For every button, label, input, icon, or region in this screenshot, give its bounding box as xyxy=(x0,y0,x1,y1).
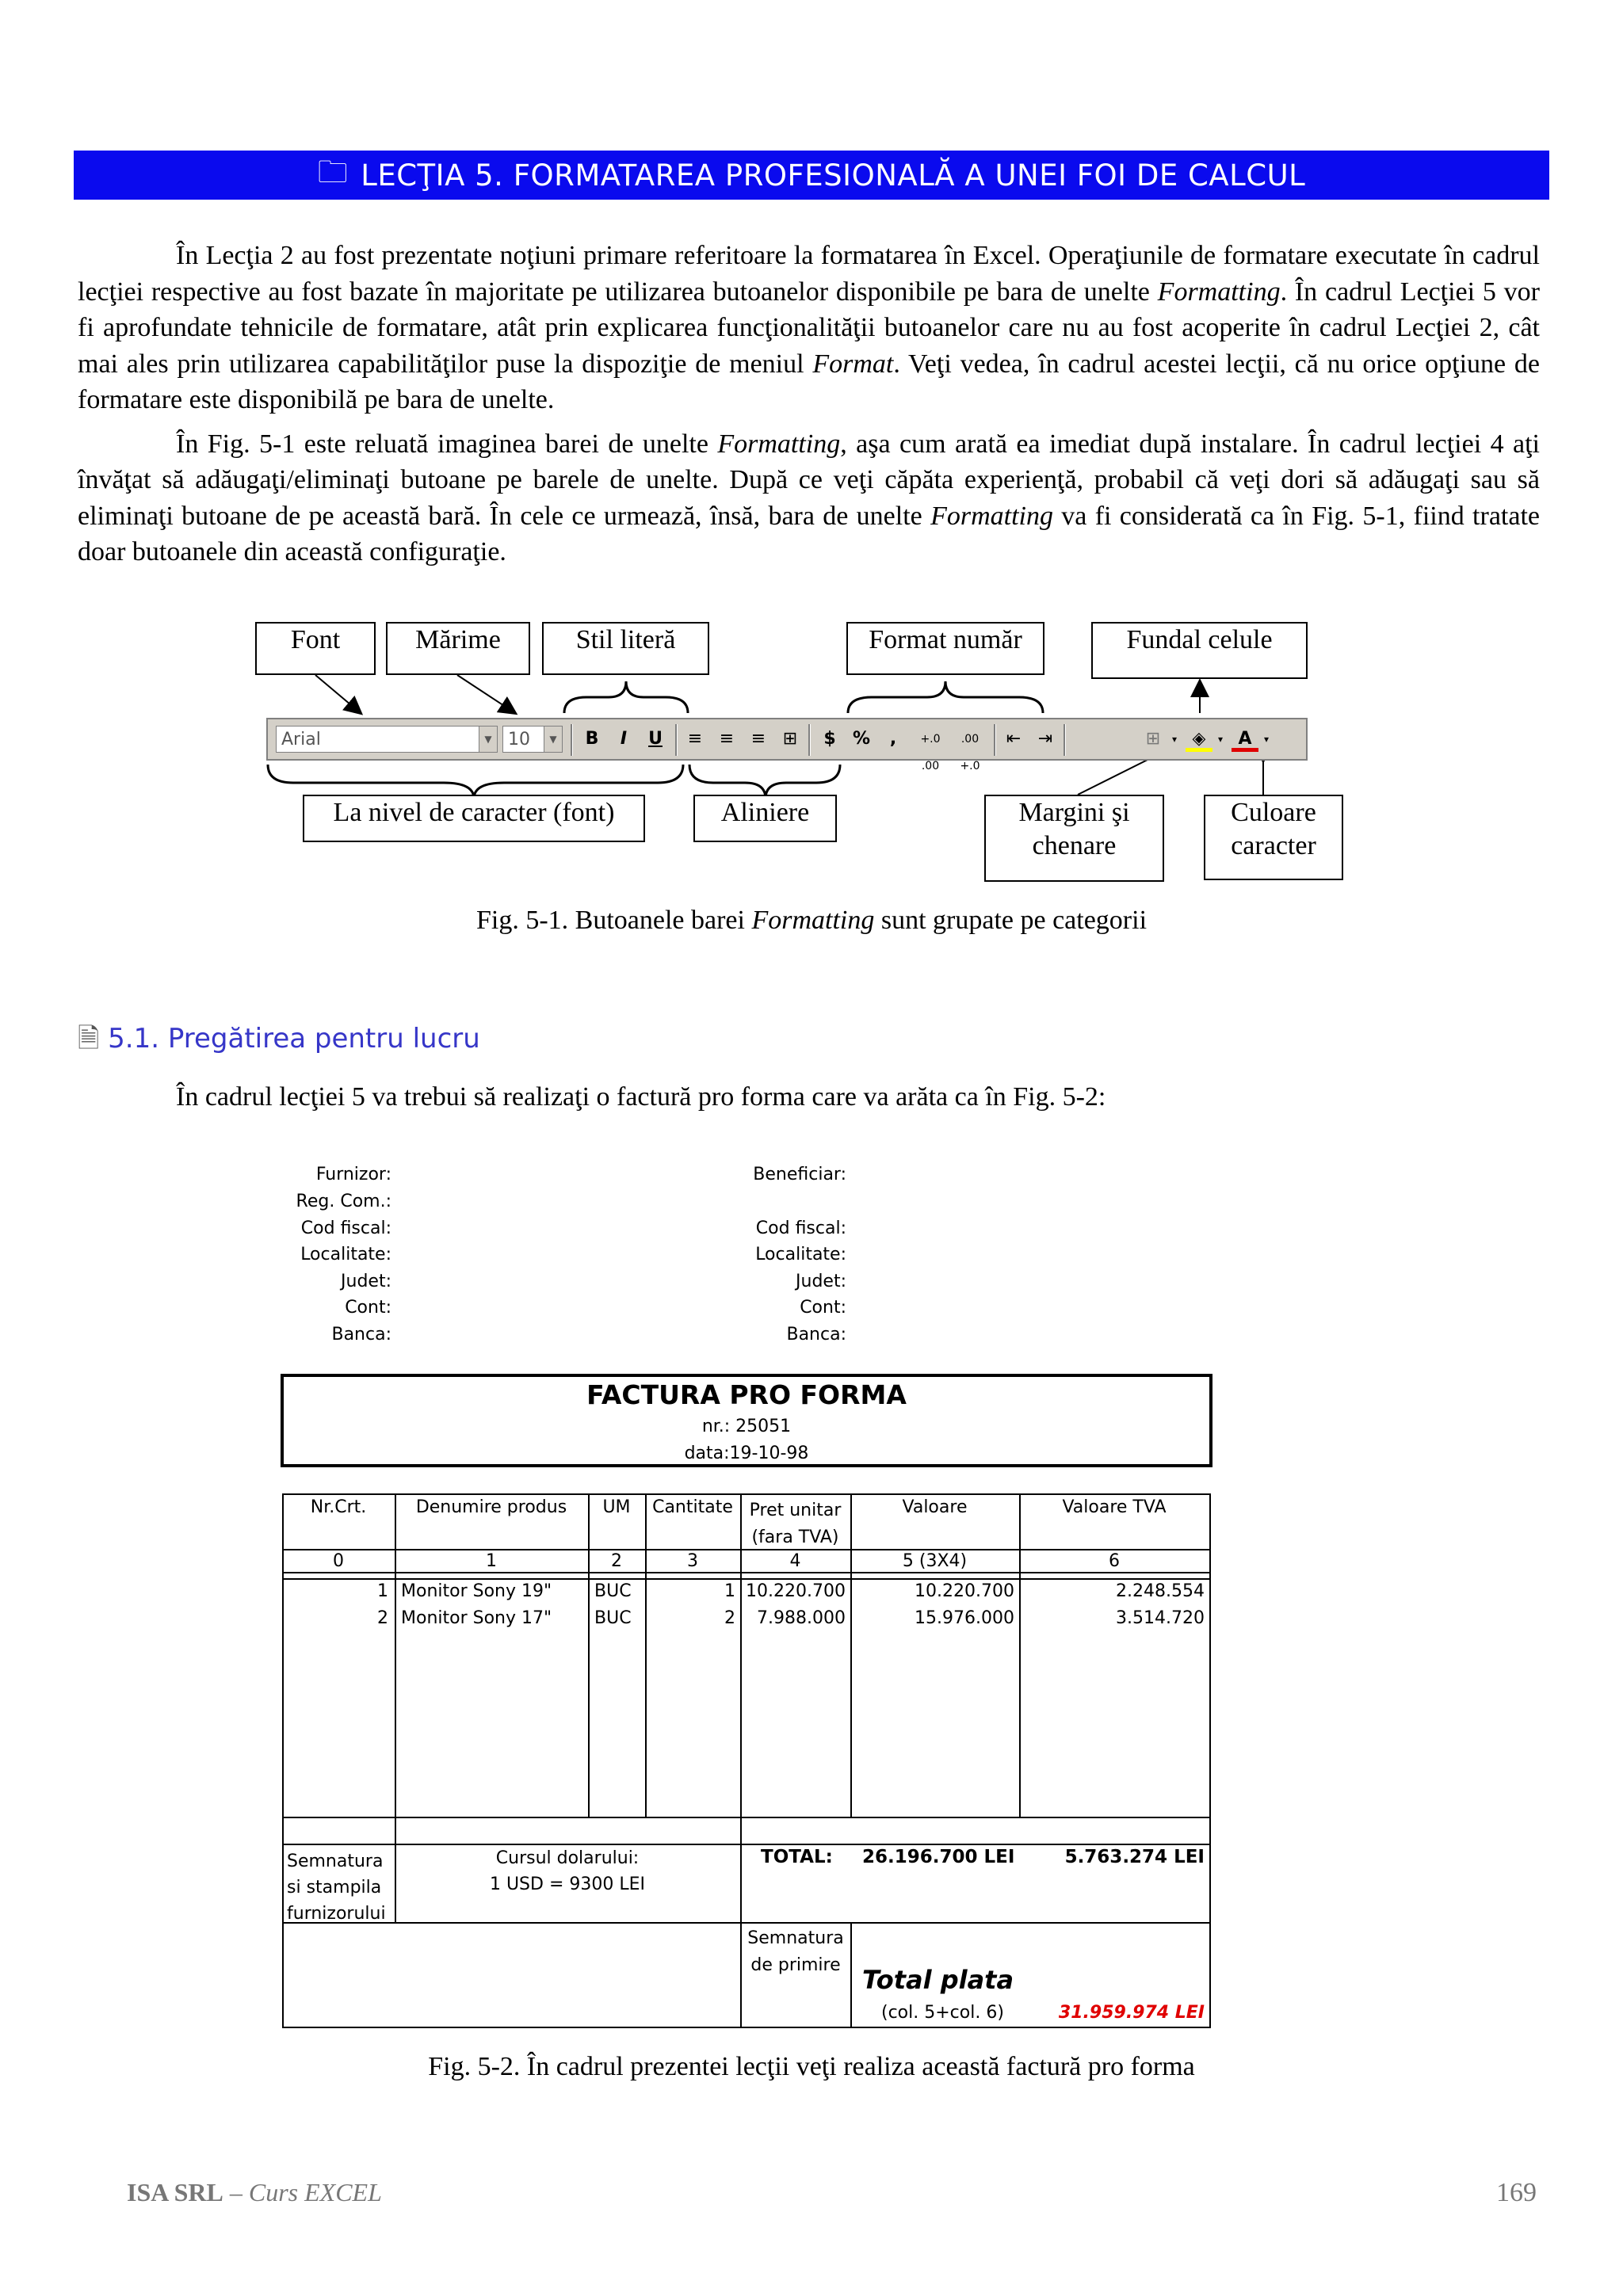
table-row-2-qty: 2 xyxy=(724,1608,735,1628)
label-font: Font xyxy=(255,622,376,675)
label-ben-fiscal-code: Cod fiscal: xyxy=(755,1219,846,1238)
table-row-2-price: 7.988.000 xyxy=(757,1608,846,1628)
chevron-down-icon: ▼ xyxy=(544,727,562,752)
underline-button[interactable]: U xyxy=(648,729,663,749)
align-left-icon[interactable]: ≡ xyxy=(687,729,703,749)
label-account: Cont: xyxy=(345,1298,391,1318)
col-number: 6 xyxy=(1109,1551,1120,1571)
document-icon: 🗎 xyxy=(78,1023,100,1055)
total-payment-value: 31.959.974 LEI xyxy=(1058,2003,1205,2023)
col-number: 0 xyxy=(333,1551,344,1571)
label-ben-locality: Localitate: xyxy=(755,1245,846,1264)
col-number: 4 xyxy=(789,1551,801,1571)
label-ben-account: Cont: xyxy=(800,1298,846,1318)
label-borders: Margini şi chenare xyxy=(984,795,1164,882)
lesson-title: LECŢIA 5. FORMATAREA PROFESIONALĂ A UNEI FOI DE CALCUL xyxy=(361,158,1306,193)
col-header-unit-price: Pret unitar (fara TVA) xyxy=(749,1501,842,1547)
col-number: 5 (3X4) xyxy=(902,1551,968,1571)
label-character: La nivel de caracter (font) xyxy=(303,795,645,842)
label-font-color: Culoare caracter xyxy=(1204,795,1343,880)
section-heading: 🗎 5.1. Pregătirea pentru lucru xyxy=(78,1023,480,1055)
font-color-icon[interactable]: A xyxy=(1232,726,1258,752)
table-row-1-vat: 2.248.554 xyxy=(1116,1581,1205,1601)
align-center-icon[interactable]: ≡ xyxy=(719,729,735,749)
decrease-decimal-button[interactable]: .00 +.0 xyxy=(960,733,980,772)
bold-button[interactable]: B xyxy=(585,729,599,749)
label-reg-com: Reg. Com.: xyxy=(296,1192,391,1211)
total-value: 26.196.700 LEI xyxy=(862,1847,1015,1867)
table-row-2-value: 15.976.000 xyxy=(915,1608,1014,1628)
merge-center-icon[interactable]: ⊞ xyxy=(782,729,798,749)
total-vat-value: 5.763.274 LEI xyxy=(1064,1847,1205,1867)
section-intro: În cadrul lecţiei 5 va trebui să realizaţi o factură pro forma care va arăta ca în Fig. 5-2: xyxy=(176,1082,1106,1112)
label-bank: Banca: xyxy=(331,1325,391,1344)
total-payment-note: (col. 5+col. 6) xyxy=(881,2003,1004,2023)
label-cell-background: Fundal celule xyxy=(1091,622,1308,679)
total-label: TOTAL: xyxy=(761,1847,833,1867)
signature-label: Semnatura si stampila furnizorului xyxy=(287,1852,386,1924)
label-county: Judet: xyxy=(341,1272,391,1291)
label-ben-county: Judet: xyxy=(796,1272,846,1291)
col-number: 1 xyxy=(486,1551,497,1571)
intro-paragraph-2: În Fig. 5-1 este reluată imaginea barei de unelte Formatting, aşa cum arată ea imediat după instalare. În cadrul lecţiei 4 aţi învăţat să adăugaţi/eliminaţi butoane pe barele de unelte. După ce veţi căpăta experienţă, probabil că veţi dori să adăugaţi sau să eliminaţi butoane de pe această bară. În cele ce urmează, însă, bara de unelte Formatting va fi considerată ca în Fig. 5-1, fiind tratate doar butoanele din această configuraţie. xyxy=(78,429,1540,566)
table-row-1-qty: 1 xyxy=(724,1581,735,1601)
table-row-2-um: BUC xyxy=(594,1608,632,1628)
align-right-icon[interactable]: ≡ xyxy=(750,729,766,749)
exchange-value: 1 USD = 9300 LEI xyxy=(489,1875,646,1894)
label-beneficiary: Beneficiar: xyxy=(753,1165,846,1184)
col-header-qty: Cantitate xyxy=(652,1497,733,1517)
col-header-um: UM xyxy=(602,1497,631,1517)
invoice-number: nr.: 25051 xyxy=(701,1417,792,1436)
fill-dropdown-icon[interactable]: ▾ xyxy=(1217,734,1224,745)
table-row-2-product: Monitor Sony 17" xyxy=(401,1608,552,1628)
col-header-product: Denumire produs xyxy=(415,1497,567,1517)
increase-decimal-button[interactable]: +.0 .00 xyxy=(920,733,941,772)
table-row-2-vat: 3.514.720 xyxy=(1116,1608,1205,1628)
receipt-signature-label: Semnatura de primire xyxy=(747,1928,844,1975)
page-number: 169 xyxy=(1496,2178,1537,2207)
italic-button[interactable]: I xyxy=(620,729,628,749)
invoice-date: data:19-10-98 xyxy=(684,1444,809,1463)
fig2-caption: Fig. 5-2. În cadrul prezentei lecţii veţi realiza această factură pro forma xyxy=(428,2052,1195,2081)
label-ben-bank: Banca: xyxy=(786,1325,846,1344)
fill-color-icon[interactable]: ◈ xyxy=(1186,726,1212,752)
col-header-value: Valoare xyxy=(902,1497,968,1517)
table-row-1-price: 10.220.700 xyxy=(746,1581,846,1601)
increase-indent-icon[interactable]: ⇥ xyxy=(1037,729,1053,749)
table-row-1-nr: 1 xyxy=(377,1581,388,1601)
label-locality: Localitate: xyxy=(300,1245,391,1264)
label-fiscal-code: Cod fiscal: xyxy=(300,1219,391,1238)
table-row-1-product: Monitor Sony 19" xyxy=(401,1581,552,1601)
total-payment-label: Total plata xyxy=(862,1965,1014,1995)
footer-left: ISA SRL – Curs EXCEL xyxy=(127,2178,382,2206)
col-header-nr: Nr.Crt. xyxy=(310,1497,367,1517)
table-row-1-um: BUC xyxy=(594,1581,632,1601)
font-color-dropdown-icon[interactable]: ▾ xyxy=(1263,734,1270,745)
label-style: Stil literă xyxy=(542,622,709,675)
label-size: Mărime xyxy=(386,622,530,675)
percent-button[interactable]: % xyxy=(852,729,871,749)
label-supplier: Furnizor: xyxy=(315,1165,391,1184)
fig1-caption: Fig. 5-1. Butoanele barei Formatting sunt grupate pe categorii xyxy=(475,906,1148,935)
col-number: 3 xyxy=(687,1551,698,1571)
col-number: 2 xyxy=(611,1551,622,1571)
currency-button[interactable]: $ xyxy=(823,729,836,749)
col-header-vat: Valoare TVA xyxy=(1062,1497,1167,1517)
table-row-2-nr: 2 xyxy=(377,1608,388,1628)
table-row-1-value: 10.220.700 xyxy=(915,1581,1014,1601)
borders-icon[interactable]: ⊞ xyxy=(1145,729,1161,749)
intro-paragraph-1: În Lecţia 2 au fost prezentate noţiuni primare referitoare la formatarea în Excel. Operaţiunile de formatare executate în cadrul lecţiei respective au fost bazate în majoritate pe utilizarea butoanelor disponibile pe bara de unelte Formatting. În cadrul Lecţiei 5 vor fi aprofundate tehnicile de formatare, atât prin explicarea funcţionalităţii butoanelor care nu au fost acoperite în cadrul Lecţiei 2, cât mai ales prin utilizarea capabilităţilor puse la dispoziţie de meniul Format. Veţi vedea, în cadrul acestei lecţii, că nu orice opţiune de formatare este disponibilă pe bara de unelte. xyxy=(78,241,1540,414)
comma-button[interactable]: , xyxy=(889,729,897,749)
font-name-dropdown[interactable]: Arial ▼ xyxy=(276,726,498,753)
label-alignment: Aliniere xyxy=(693,795,837,842)
decrease-indent-icon[interactable]: ⇤ xyxy=(1006,729,1022,749)
label-number-format: Format număr xyxy=(846,622,1044,675)
borders-dropdown-icon[interactable]: ▾ xyxy=(1171,734,1178,745)
folder-icon: 🗀 xyxy=(317,154,349,189)
font-size-dropdown[interactable]: 10 ▼ xyxy=(502,726,563,753)
chevron-down-icon: ▼ xyxy=(479,727,497,752)
exchange-label: Cursul dolarului: xyxy=(495,1848,640,1868)
invoice-title: FACTURA PRO FORMA xyxy=(586,1379,907,1410)
